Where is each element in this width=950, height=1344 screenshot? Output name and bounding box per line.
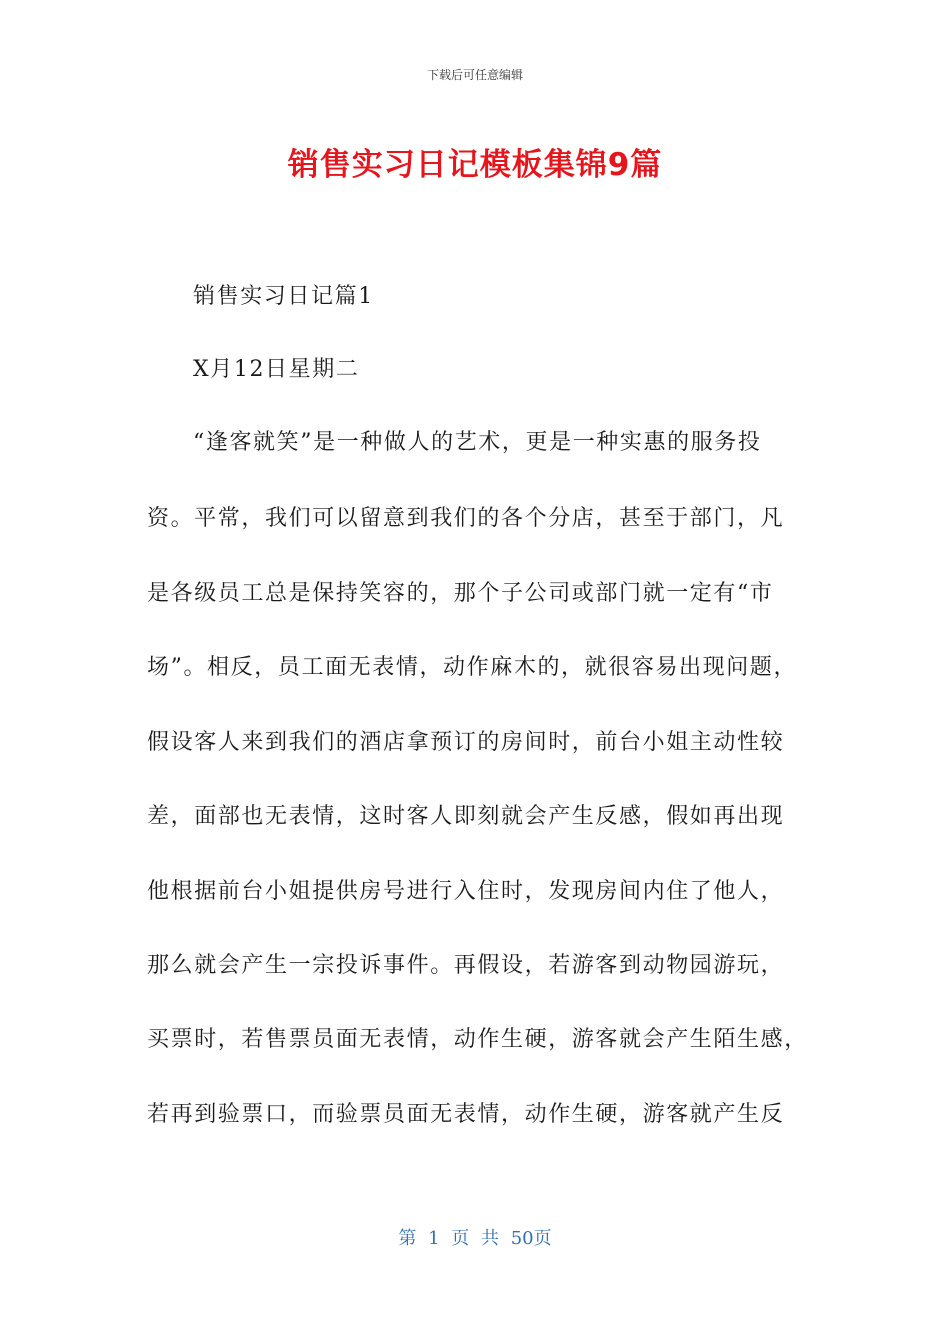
date-line: X月12日星期二 (193, 357, 360, 382)
section-heading: 销售实习日记篇1 (193, 284, 374, 309)
paragraph-line: 场”。相反，员工面无表情，动作麻木的，就很容易出现问题， (147, 655, 798, 680)
paragraph-line: 他根据前台小姐提供房号进行入住时，发现房间内住了他人， (147, 879, 785, 904)
paragraph-line: 假设客人来到我们的酒店拿预订的房间时，前台小姐主动性较 (147, 730, 785, 755)
paragraph-line: 那么就会产生一宗投诉事件。再假设，若游客到动物园游玩， (147, 953, 785, 978)
document-title: 销售实习日记模板集锦9篇 (287, 147, 663, 183)
paragraph-line: 差，面部也无表情，这时客人即刻就会产生反感，假如再出现 (147, 804, 785, 829)
paragraph-line: “逢客就笑”是一种做人的艺术，更是一种实惠的服务投 (193, 430, 762, 455)
header-note: 下载后可任意编辑 (426, 68, 523, 82)
paragraph-line: 是各级员工总是保持笑容的，那个子公司或部门就一定有“市 (147, 581, 774, 606)
paragraph-line: 资。平常，我们可以留意到我们的各个分店，甚至于部门，凡 (147, 506, 785, 531)
page-footer: 第 1 页 共 50页 (398, 1228, 552, 1249)
paragraph-line: 若再到验票口，而验票员面无表情，动作生硬，游客就产生反 (147, 1102, 785, 1127)
paragraph-line: 买票时，若售票员面无表情，动作生硬，游客就会产生陌生感， (147, 1027, 808, 1052)
